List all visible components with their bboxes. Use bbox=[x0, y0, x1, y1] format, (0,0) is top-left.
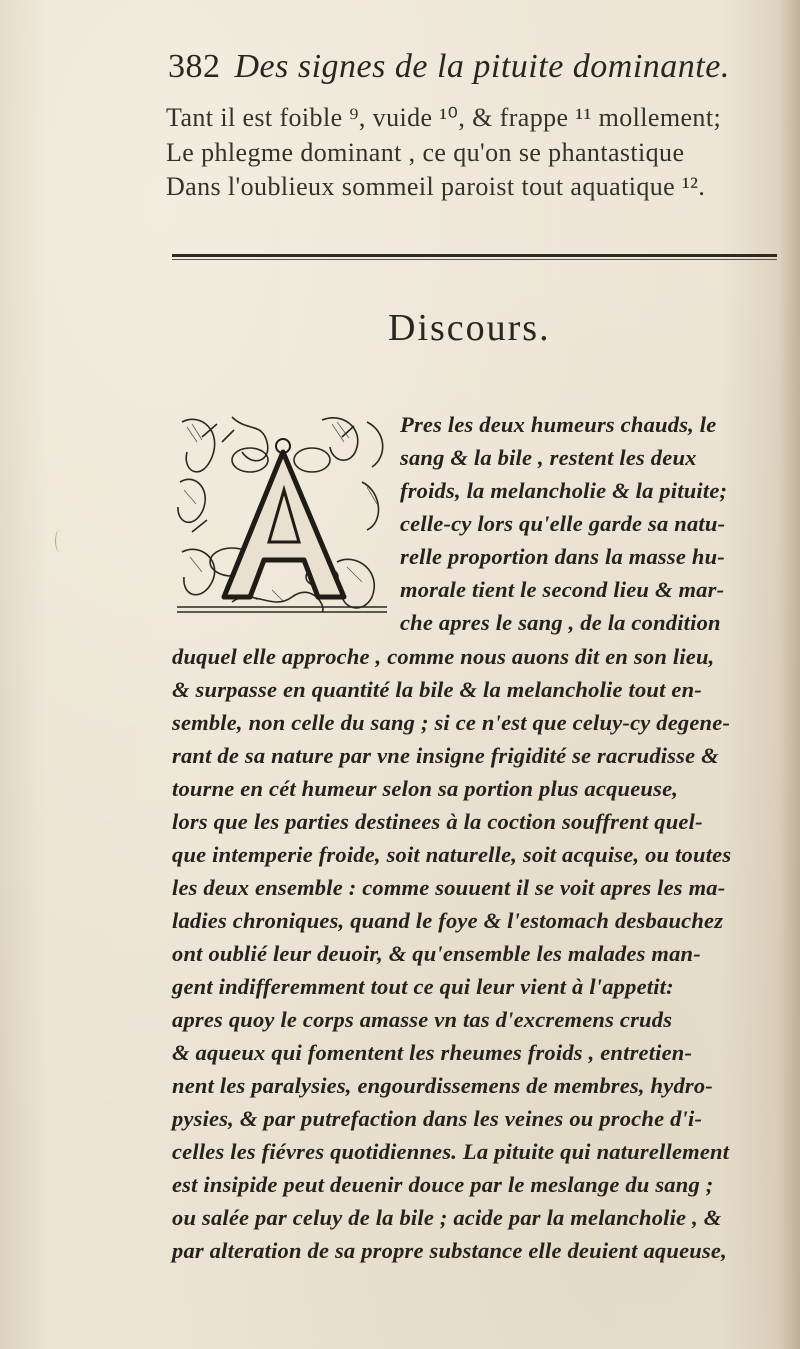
body-line-11: rant de sa nature par vne insigne frigidité se racrudisse & bbox=[172, 743, 719, 768]
body-line-22: pysies, & par putrefaction dans les veines ou proche d'i- bbox=[172, 1106, 703, 1131]
body-line-16: ladies chroniques, quand le foye & l'estomach desbauchez bbox=[172, 908, 724, 933]
margin-mark bbox=[55, 530, 64, 552]
body-line-9: & surpasse en quantité la bile & la melancholie tout en- bbox=[172, 677, 702, 702]
body-line-10: semble, non celle du sang ; si ce n'est que celuy-cy degene- bbox=[172, 710, 731, 735]
dropcap-letter: A bbox=[172, 412, 173, 413]
body-line-20: & aqueux qui fomentent les rheumes froids , entretien- bbox=[172, 1040, 693, 1065]
body-line-14: que intemperie froide, soit naturelle, soit acquise, ou toutes bbox=[172, 842, 732, 867]
body-line-18: gent indifferemment tout ce qui leur vient à l'appetit: bbox=[172, 974, 674, 999]
body-line-26: par alteration de sa propre substance elle deuient aqueuse, bbox=[172, 1238, 727, 1263]
body-line-15: les deux ensemble : comme souuent il se voit apres les ma- bbox=[172, 875, 726, 900]
body-line-3: froids, la melancholie & la pituite; bbox=[400, 478, 728, 503]
body-line-7: che apres le sang , de la condition bbox=[400, 610, 721, 635]
page-edge-shadow bbox=[778, 0, 800, 1349]
running-title: Des signes de la pituite dominante. bbox=[234, 48, 730, 85]
section-title-text: Discours. bbox=[388, 307, 551, 349]
page-number: 382 bbox=[168, 48, 221, 85]
ornamental-initial bbox=[172, 412, 394, 622]
verse-line-2: Le phlegme dominant , ce qu'on se phantastique bbox=[166, 138, 685, 167]
body-line-25: ou salée par celuy de la bile ; acide par la melancholie , & bbox=[172, 1205, 722, 1230]
body-line-17: ont oublié leur deuoir, & qu'ensemble les malades man- bbox=[172, 941, 701, 966]
body-line-13: lors que les parties destinees à la coction souffrent quel- bbox=[172, 809, 703, 834]
body-line-21: nent les paralysies, engourdissemens de membres, hydro- bbox=[172, 1073, 714, 1098]
body-line-5: relle proportion dans la masse hu- bbox=[400, 544, 725, 569]
body-line-4: celle-cy lors qu'elle garde sa natu- bbox=[400, 511, 726, 536]
body-line-8: duquel elle approche , comme nous auons dit en son lieu, bbox=[172, 644, 715, 669]
body-line-12: tourne en cét humeur selon sa portion plus acqueuse, bbox=[172, 776, 679, 801]
body-line-1: Pres les deux humeurs chauds, le bbox=[400, 412, 717, 437]
body-line-6: morale tient le second lieu & mar- bbox=[400, 577, 725, 602]
body-line-19: apres quoy le corps amasse vn tas d'excremens cruds bbox=[172, 1007, 673, 1032]
verse-line-1: Tant il est foible ⁹, vuide ¹⁰, & frappe ¹¹ mollement; bbox=[166, 103, 722, 132]
body-line-23: celles les fiévres quotidiennes. La pituite qui naturellement bbox=[172, 1139, 730, 1164]
body-line-24: est insipide peut deuenir douce par le meslange du sang ; bbox=[172, 1172, 714, 1197]
section-title bbox=[0, 306, 800, 350]
verse-line-3: Dans l'oublieux sommeil paroist tout aquatique ¹². bbox=[166, 172, 706, 201]
running-header bbox=[168, 48, 730, 86]
body-line-2: sang & la bile , restent les deux bbox=[400, 445, 697, 470]
section-rule-thin bbox=[172, 259, 777, 260]
section-rule bbox=[172, 254, 777, 257]
